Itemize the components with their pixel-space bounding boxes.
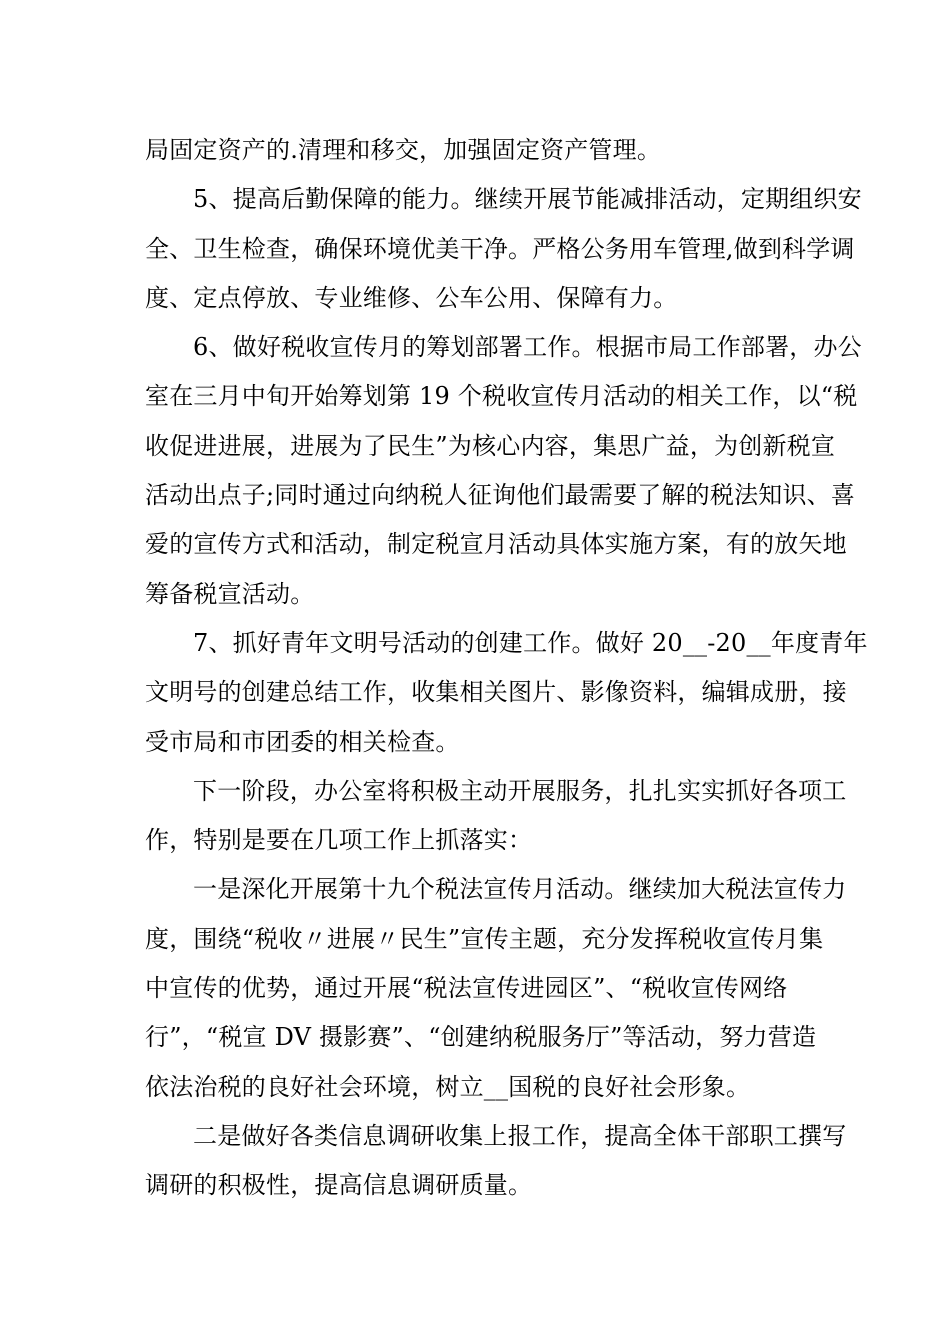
text-line: 室在三月中旬开始筹划第 19 个税收宣传月活动的相关工作，以“税 [145,382,858,411]
text-line: 6、做好税收宣传月的筹划部署工作。根据市局工作部署，办公 [193,333,862,362]
text-line: 依法治税的良好社会环境，树立__国税的良好社会形象。 [145,1072,751,1101]
text-line: 全、卫生检查，确保环境优美干净。严格公务用车管理,做到科学调 [145,234,855,263]
document-body [145,126,868,1211]
text-line: 度、定点停放、专业维修、公车公用、保障有力。 [145,283,678,312]
text-line: 下一阶段，办公室将积极主动开展服务，扎扎实实抓好各项工 [193,776,847,805]
text-line: 筹备税宣活动。 [145,579,315,608]
text-line: 中宣传的优势，通过开展“税法宣传进园区”、“税收宣传网络 [145,974,788,1003]
text-line: 受市局和市团委的相关检查。 [145,727,460,756]
text-line: 调研的积极性，提高信息调研质量。 [145,1171,533,1200]
text-line: 7、抓好青年文明号活动的创建工作。做好 20__-20__年度青年 [193,628,868,657]
text-line: 一是深化开展第十九个税法宣传月活动。继续加大税法宣传力 [193,875,847,904]
text-line: 度，围绕“税收〃进展〃民生”宣传主题，充分发挥税收宣传月集 [145,924,824,953]
text-line: 作，特别是要在几项工作上抓落实： [145,826,533,855]
text-line: 二是做好各类信息调研收集上报工作，提高全体干部职工撰写 [193,1121,847,1150]
text-line: 文明号的创建总结工作，收集相关图片、影像资料，编辑成册，接 [145,678,847,707]
text-line: 5、提高后勤保障的能力。继续开展节能减排活动，定期组织安 [193,185,862,214]
text-line: 活动出点子;同时通过向纳税人征询他们最需要了解的税法知识、喜 [145,481,856,510]
text-line: 收促进进展，进展为了民生”为核心内容，集思广益，为创新税宣 [145,431,836,460]
text-line: 爱的宣传方式和活动，制定税宣月活动具体实施方案，有的放矢地 [145,530,847,559]
text-line: 行”，“税宣 DV 摄影赛”、“创建纳税服务厅”等活动，努力营造 [145,1023,817,1052]
text-line: 局固定资产的.清理和移交，加强固定资产管理。 [145,136,662,164]
